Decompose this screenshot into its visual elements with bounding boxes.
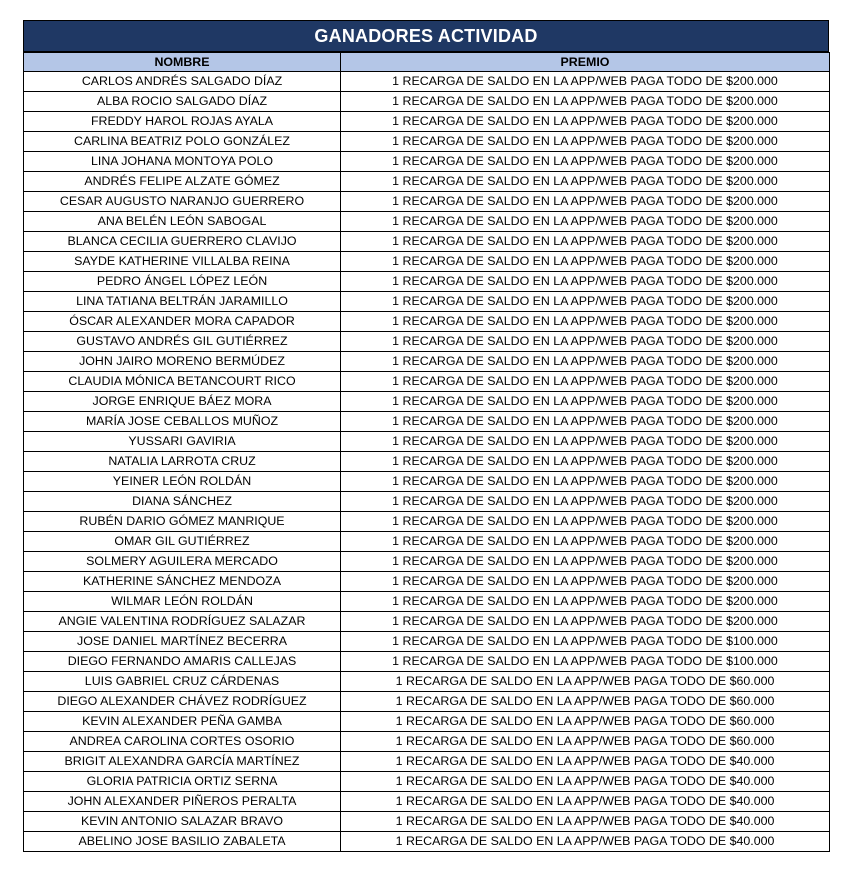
table-row — [24, 292, 830, 312]
prize-cell: 1 RECARGA DE SALDO EN LA APP/WEB PAGA TODO DE $200.000 — [341, 492, 830, 512]
table-row — [24, 272, 830, 292]
table-row — [24, 212, 830, 232]
table-row — [24, 772, 830, 792]
winner-name-cell: YEINER LEÓN ROLDÁN — [24, 472, 341, 492]
winner-name-cell: ABELINO JOSE BASILIO ZABALETA — [24, 832, 341, 852]
table-row — [24, 732, 830, 752]
table-row — [24, 432, 830, 452]
table-row — [24, 72, 830, 92]
table-row — [24, 112, 830, 132]
table-row — [24, 132, 830, 152]
prize-cell: 1 RECARGA DE SALDO EN LA APP/WEB PAGA TODO DE $200.000 — [341, 252, 830, 272]
table-row — [24, 592, 830, 612]
winner-name-cell: ANA BELÉN LEÓN SABOGAL — [24, 212, 341, 232]
table-row — [24, 492, 830, 512]
prize-cell: 1 RECARGA DE SALDO EN LA APP/WEB PAGA TODO DE $100.000 — [341, 652, 830, 672]
table-row — [24, 792, 830, 812]
table-body — [24, 72, 830, 852]
winner-name-cell: ÓSCAR ALEXANDER MORA CAPADOR — [24, 312, 341, 332]
prize-cell: 1 RECARGA DE SALDO EN LA APP/WEB PAGA TODO DE $60.000 — [341, 672, 830, 692]
table-row — [24, 152, 830, 172]
table-row — [24, 532, 830, 552]
prize-cell: 1 RECARGA DE SALDO EN LA APP/WEB PAGA TODO DE $200.000 — [341, 92, 830, 112]
prize-cell: 1 RECARGA DE SALDO EN LA APP/WEB PAGA TODO DE $200.000 — [341, 232, 830, 252]
table-row — [24, 192, 830, 212]
table-row — [24, 832, 830, 852]
prize-cell: 1 RECARGA DE SALDO EN LA APP/WEB PAGA TODO DE $200.000 — [341, 212, 830, 232]
table-row — [24, 712, 830, 732]
table-row — [24, 672, 830, 692]
winner-name-cell: LUIS GABRIEL CRUZ CÁRDENAS — [24, 672, 341, 692]
winner-name-cell: ANDREA CAROLINA CORTES OSORIO — [24, 732, 341, 752]
prize-cell: 1 RECARGA DE SALDO EN LA APP/WEB PAGA TODO DE $60.000 — [341, 692, 830, 712]
table-row — [24, 472, 830, 492]
prize-cell: 1 RECARGA DE SALDO EN LA APP/WEB PAGA TODO DE $40.000 — [341, 812, 830, 832]
column-header-name: NOMBRE — [24, 53, 341, 72]
prize-cell: 1 RECARGA DE SALDO EN LA APP/WEB PAGA TODO DE $100.000 — [341, 632, 830, 652]
prize-cell: 1 RECARGA DE SALDO EN LA APP/WEB PAGA TODO DE $40.000 — [341, 792, 830, 812]
winner-name-cell: PEDRO ÁNGEL LÓPEZ LEÓN — [24, 272, 341, 292]
winner-name-cell: JOSE DANIEL MARTÍNEZ BECERRA — [24, 632, 341, 652]
prize-cell: 1 RECARGA DE SALDO EN LA APP/WEB PAGA TODO DE $200.000 — [341, 192, 830, 212]
table-row — [24, 392, 830, 412]
winner-name-cell: CLAUDIA MÓNICA BETANCOURT RICO — [24, 372, 341, 392]
winner-name-cell: SOLMERY AGUILERA MERCADO — [24, 552, 341, 572]
winner-name-cell: YUSSARI GAVIRIA — [24, 432, 341, 452]
prize-cell: 1 RECARGA DE SALDO EN LA APP/WEB PAGA TODO DE $200.000 — [341, 132, 830, 152]
prize-cell: 1 RECARGA DE SALDO EN LA APP/WEB PAGA TODO DE $200.000 — [341, 512, 830, 532]
winner-name-cell: GLORIA PATRICIA ORTIZ SERNA — [24, 772, 341, 792]
table-row — [24, 812, 830, 832]
table-row — [24, 572, 830, 592]
winner-name-cell: CARLOS ANDRÉS SALGADO DÍAZ — [24, 72, 341, 92]
table-row — [24, 512, 830, 532]
prize-cell: 1 RECARGA DE SALDO EN LA APP/WEB PAGA TODO DE $200.000 — [341, 112, 830, 132]
winner-name-cell: ANGIE VALENTINA RODRÍGUEZ SALAZAR — [24, 612, 341, 632]
winner-name-cell: KEVIN ALEXANDER PEÑA GAMBA — [24, 712, 341, 732]
table-row — [24, 312, 830, 332]
table-row — [24, 332, 830, 352]
table-row — [24, 412, 830, 432]
prize-cell: 1 RECARGA DE SALDO EN LA APP/WEB PAGA TODO DE $40.000 — [341, 832, 830, 852]
table-row — [24, 612, 830, 632]
table-row — [24, 252, 830, 272]
winner-name-cell: WILMAR LEÓN ROLDÁN — [24, 592, 341, 612]
winner-name-cell: DIEGO FERNANDO AMARIS CALLEJAS — [24, 652, 341, 672]
prize-cell: 1 RECARGA DE SALDO EN LA APP/WEB PAGA TODO DE $200.000 — [341, 332, 830, 352]
table-row — [24, 652, 830, 672]
prize-cell: 1 RECARGA DE SALDO EN LA APP/WEB PAGA TODO DE $200.000 — [341, 532, 830, 552]
winner-name-cell: ALBA ROCIO SALGADO DÍAZ — [24, 92, 341, 112]
winner-name-cell: FREDDY HAROL ROJAS AYALA — [24, 112, 341, 132]
winner-name-cell: SAYDE KATHERINE VILLALBA REINA — [24, 252, 341, 272]
prize-cell: 1 RECARGA DE SALDO EN LA APP/WEB PAGA TODO DE $200.000 — [341, 392, 830, 412]
prize-cell: 1 RECARGA DE SALDO EN LA APP/WEB PAGA TODO DE $200.000 — [341, 312, 830, 332]
prize-cell: 1 RECARGA DE SALDO EN LA APP/WEB PAGA TODO DE $200.000 — [341, 272, 830, 292]
winner-name-cell: LINA JOHANA MONTOYA POLO — [24, 152, 341, 172]
prize-cell: 1 RECARGA DE SALDO EN LA APP/WEB PAGA TODO DE $60.000 — [341, 732, 830, 752]
table-row — [24, 92, 830, 112]
prize-cell: 1 RECARGA DE SALDO EN LA APP/WEB PAGA TODO DE $200.000 — [341, 412, 830, 432]
prize-cell: 1 RECARGA DE SALDO EN LA APP/WEB PAGA TODO DE $40.000 — [341, 772, 830, 792]
winners-sheet — [23, 20, 829, 852]
table-row — [24, 372, 830, 392]
winner-name-cell: CESAR AUGUSTO NARANJO GUERRERO — [24, 192, 341, 212]
winner-name-cell: RUBÉN DARIO GÓMEZ MANRIQUE — [24, 512, 341, 532]
prize-cell: 1 RECARGA DE SALDO EN LA APP/WEB PAGA TODO DE $40.000 — [341, 752, 830, 772]
winner-name-cell: LINA TATIANA BELTRÁN JARAMILLO — [24, 292, 341, 312]
table-row — [24, 232, 830, 252]
prize-cell: 1 RECARGA DE SALDO EN LA APP/WEB PAGA TODO DE $60.000 — [341, 712, 830, 732]
prize-cell: 1 RECARGA DE SALDO EN LA APP/WEB PAGA TODO DE $200.000 — [341, 292, 830, 312]
prize-cell: 1 RECARGA DE SALDO EN LA APP/WEB PAGA TODO DE $200.000 — [341, 472, 830, 492]
prize-cell: 1 RECARGA DE SALDO EN LA APP/WEB PAGA TODO DE $200.000 — [341, 552, 830, 572]
winner-name-cell: JOHN ALEXANDER PIÑEROS PERALTA — [24, 792, 341, 812]
prize-cell: 1 RECARGA DE SALDO EN LA APP/WEB PAGA TODO DE $200.000 — [341, 572, 830, 592]
column-header-prize: PREMIO — [341, 53, 830, 72]
winner-name-cell: GUSTAVO ANDRÉS GIL GUTIÉRREZ — [24, 332, 341, 352]
prize-cell: 1 RECARGA DE SALDO EN LA APP/WEB PAGA TODO DE $200.000 — [341, 352, 830, 372]
table-row — [24, 352, 830, 372]
winners-table — [23, 52, 830, 852]
table-row — [24, 172, 830, 192]
winner-name-cell: DIANA SÁNCHEZ — [24, 492, 341, 512]
table-row — [24, 692, 830, 712]
prize-cell: 1 RECARGA DE SALDO EN LA APP/WEB PAGA TODO DE $200.000 — [341, 452, 830, 472]
winner-name-cell: OMAR GIL GUTIÉRREZ — [24, 532, 341, 552]
winner-name-cell: JORGE ENRIQUE BÁEZ MORA — [24, 392, 341, 412]
table-row — [24, 552, 830, 572]
winner-name-cell: MARÍA JOSE CEBALLOS MUÑOZ — [24, 412, 341, 432]
prize-cell: 1 RECARGA DE SALDO EN LA APP/WEB PAGA TODO DE $200.000 — [341, 152, 830, 172]
winner-name-cell: NATALIA LARROTA CRUZ — [24, 452, 341, 472]
prize-cell: 1 RECARGA DE SALDO EN LA APP/WEB PAGA TODO DE $200.000 — [341, 612, 830, 632]
prize-cell: 1 RECARGA DE SALDO EN LA APP/WEB PAGA TODO DE $200.000 — [341, 432, 830, 452]
winner-name-cell: KEVIN ANTONIO SALAZAR BRAVO — [24, 812, 341, 832]
prize-cell: 1 RECARGA DE SALDO EN LA APP/WEB PAGA TODO DE $200.000 — [341, 72, 830, 92]
winner-name-cell: CARLINA BEATRIZ POLO GONZÁLEZ — [24, 132, 341, 152]
winner-name-cell: JOHN JAIRO MORENO BERMÚDEZ — [24, 352, 341, 372]
table-row — [24, 632, 830, 652]
header-row — [24, 53, 830, 72]
winner-name-cell: DIEGO ALEXANDER CHÁVEZ RODRÍGUEZ — [24, 692, 341, 712]
winner-name-cell: BLANCA CECILIA GUERRERO CLAVIJO — [24, 232, 341, 252]
table-row — [24, 752, 830, 772]
prize-cell: 1 RECARGA DE SALDO EN LA APP/WEB PAGA TODO DE $200.000 — [341, 592, 830, 612]
winner-name-cell: KATHERINE SÁNCHEZ MENDOZA — [24, 572, 341, 592]
winner-name-cell: ANDRÉS FELIPE ALZATE GÓMEZ — [24, 172, 341, 192]
table-row — [24, 452, 830, 472]
prize-cell: 1 RECARGA DE SALDO EN LA APP/WEB PAGA TODO DE $200.000 — [341, 172, 830, 192]
prize-cell: 1 RECARGA DE SALDO EN LA APP/WEB PAGA TODO DE $200.000 — [341, 372, 830, 392]
sheet-title: GANADORES ACTIVIDAD — [23, 20, 829, 52]
winner-name-cell: BRIGIT ALEXANDRA GARCÍA MARTÍNEZ — [24, 752, 341, 772]
